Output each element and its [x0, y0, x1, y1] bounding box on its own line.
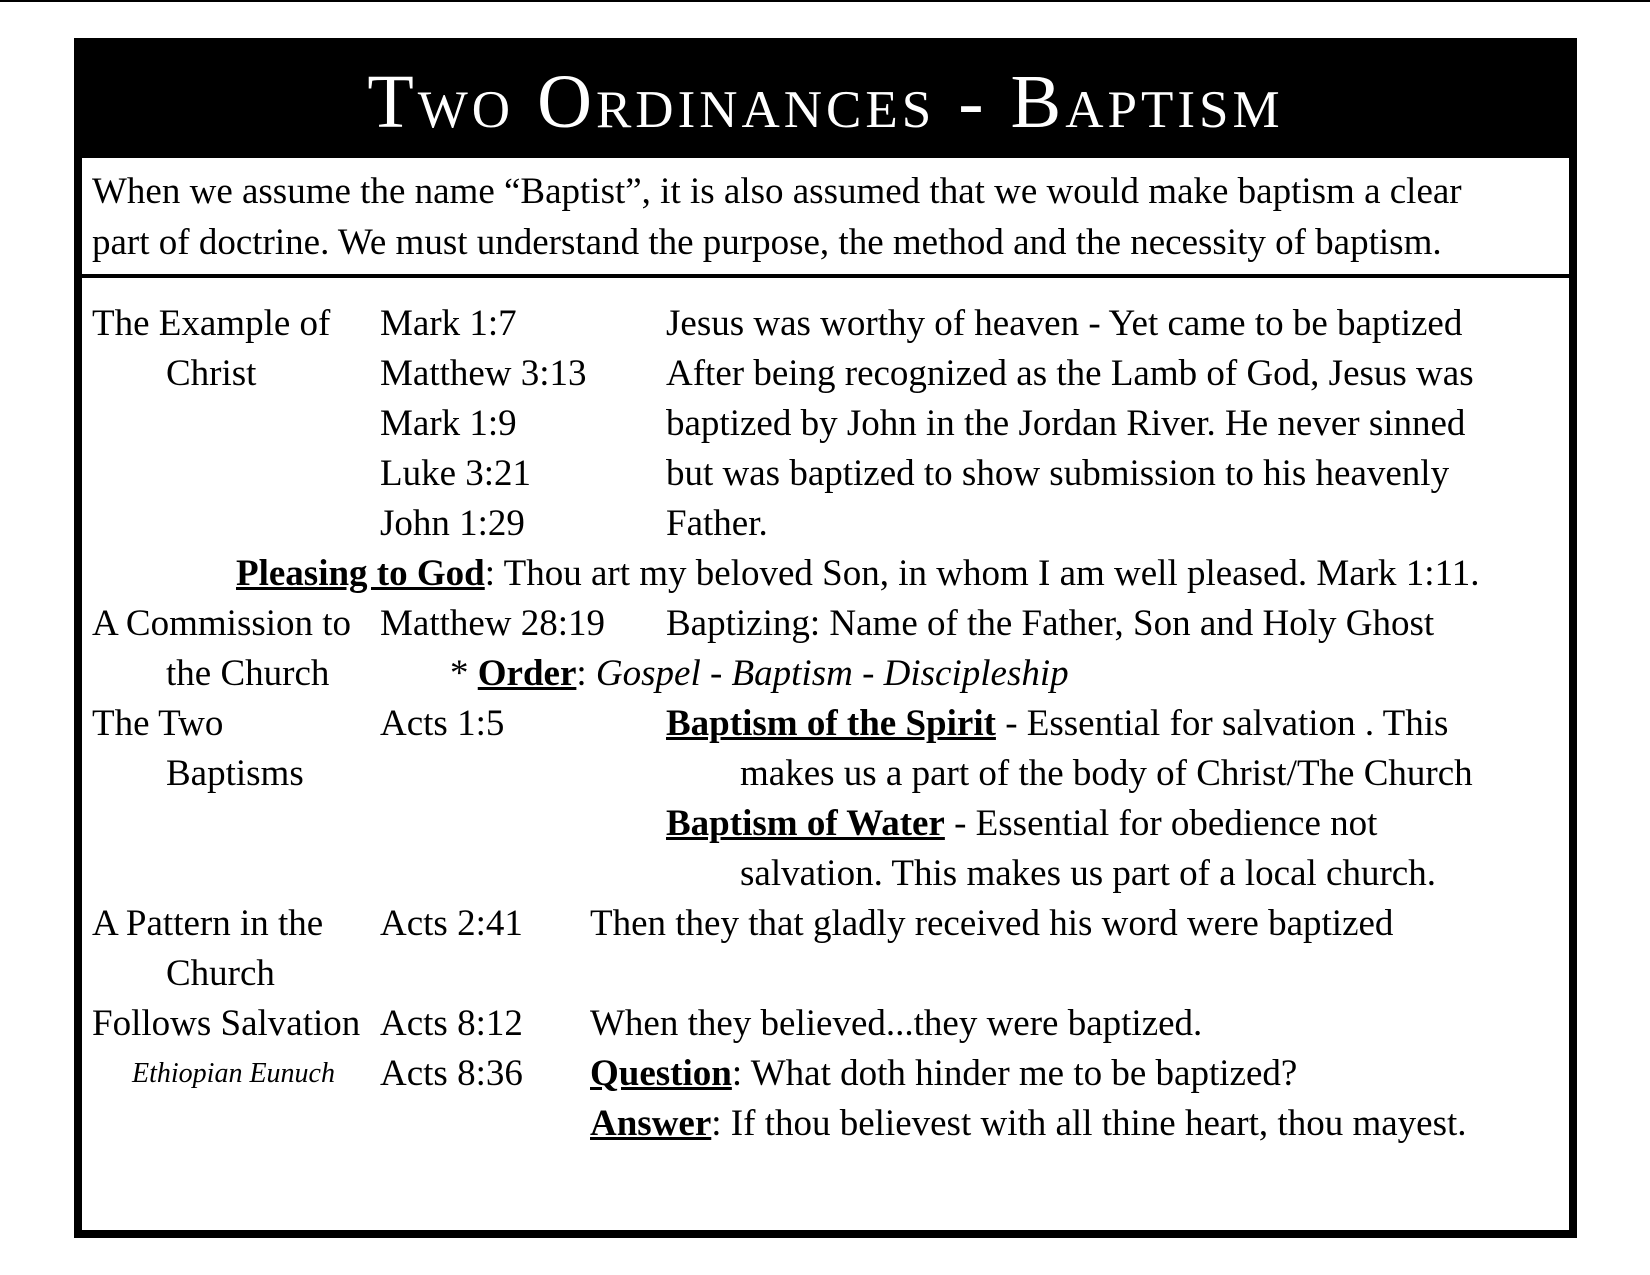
intro-line: When we assume the name “Baptist”, it is also assumed that we would make baptism a clear [92, 171, 1462, 212]
commission-text: Baptizing: Name of the Father, Son and Holy Ghost [666, 603, 1435, 644]
answer-label: Answer [590, 1103, 712, 1144]
example-text-line: After being recognized as the Lamb of God, Jesus was [666, 353, 1474, 394]
scripture-ref: Matthew 28:19 [380, 603, 606, 644]
pleasing-line [236, 552, 1479, 596]
spirit-label: Baptism of the Spirit [666, 703, 996, 744]
spirit-line [666, 702, 1448, 746]
scripture-ref: Acts 2:41 [380, 903, 523, 944]
example-text-line: but was baptized to show submission to his heavenly [666, 453, 1450, 494]
section-heading-follows: Follows Salvation [92, 1003, 361, 1044]
section-heading-two-baptisms-cont: Baptisms [166, 753, 304, 794]
section-heading-pattern: A Pattern in the [92, 903, 324, 944]
answer-text: : If thou believest with all thine heart, thou mayest. [711, 1103, 1467, 1144]
section-divider [82, 274, 1569, 278]
scripture-ref: Mark 1:9 [380, 403, 517, 444]
intro-paragraph [92, 166, 1562, 268]
scripture-ref: Acts 8:12 [380, 1003, 523, 1044]
scripture-ref: Acts 8:36 [380, 1053, 523, 1094]
example-text-line: baptized by John in the Jordan River. He never sinned [666, 403, 1466, 444]
question-text: : What doth hinder me to be baptized? [731, 1053, 1298, 1094]
page-title: Two Ordinances - Baptism [82, 46, 1569, 158]
pleasing-label: Pleasing to God [236, 553, 485, 594]
order-prefix: * [450, 653, 478, 694]
pleasing-text: : Thou art my beloved Son, in whom I am well pleased. Mark 1:11. [484, 553, 1480, 594]
order-line [450, 652, 1069, 696]
example-text-line: Jesus was worthy of heaven - Yet came to be baptized [666, 303, 1463, 344]
order-label: Order [477, 653, 577, 694]
water-line [666, 802, 1377, 846]
question-line [590, 1052, 1297, 1096]
section-heading-two-baptisms: The Two [92, 703, 224, 744]
intro-line: part of doctrine. We must understand the purpose, the method and the necessity of baptism. [92, 222, 1442, 263]
section-heading-commission-cont: the Church [166, 653, 330, 694]
subheading-ethiopian-eunuch: Ethiopian Eunuch [132, 1058, 335, 1089]
order-sep: : [576, 653, 596, 694]
scripture-ref: Acts 1:5 [380, 703, 505, 744]
section-heading-commission: A Commission to [92, 603, 352, 644]
example-text-line: Father. [666, 503, 768, 544]
scripture-ref: John 1:29 [380, 503, 525, 544]
spirit-text-cont: makes us a part of the body of Christ/The Church [740, 753, 1473, 794]
section-heading-pattern-cont: Church [166, 953, 275, 994]
section-heading-example-cont: Christ [166, 353, 257, 394]
section-heading-example: The Example of [92, 303, 331, 344]
water-label: Baptism of Water [666, 803, 945, 844]
follows-text: When they believed...they were baptized. [590, 1003, 1203, 1044]
worksheet-frame [74, 38, 1577, 1238]
answer-line [590, 1102, 1467, 1146]
order-text: Gospel - Baptism - Discipleship [595, 653, 1069, 694]
pattern-text: Then they that gladly received his word were baptized [590, 903, 1394, 944]
top-rule [0, 0, 1650, 2]
water-text-cont: salvation. This makes us part of a local church. [740, 853, 1436, 894]
question-label: Question [590, 1053, 732, 1094]
scripture-ref: Mark 1:7 [380, 303, 517, 344]
scripture-ref: Luke 3:21 [380, 453, 532, 494]
spirit-text: - Essential for salvation . This [995, 703, 1449, 744]
water-text: - Essential for obedience not [944, 803, 1378, 844]
scripture-ref: Matthew 3:13 [380, 353, 587, 394]
